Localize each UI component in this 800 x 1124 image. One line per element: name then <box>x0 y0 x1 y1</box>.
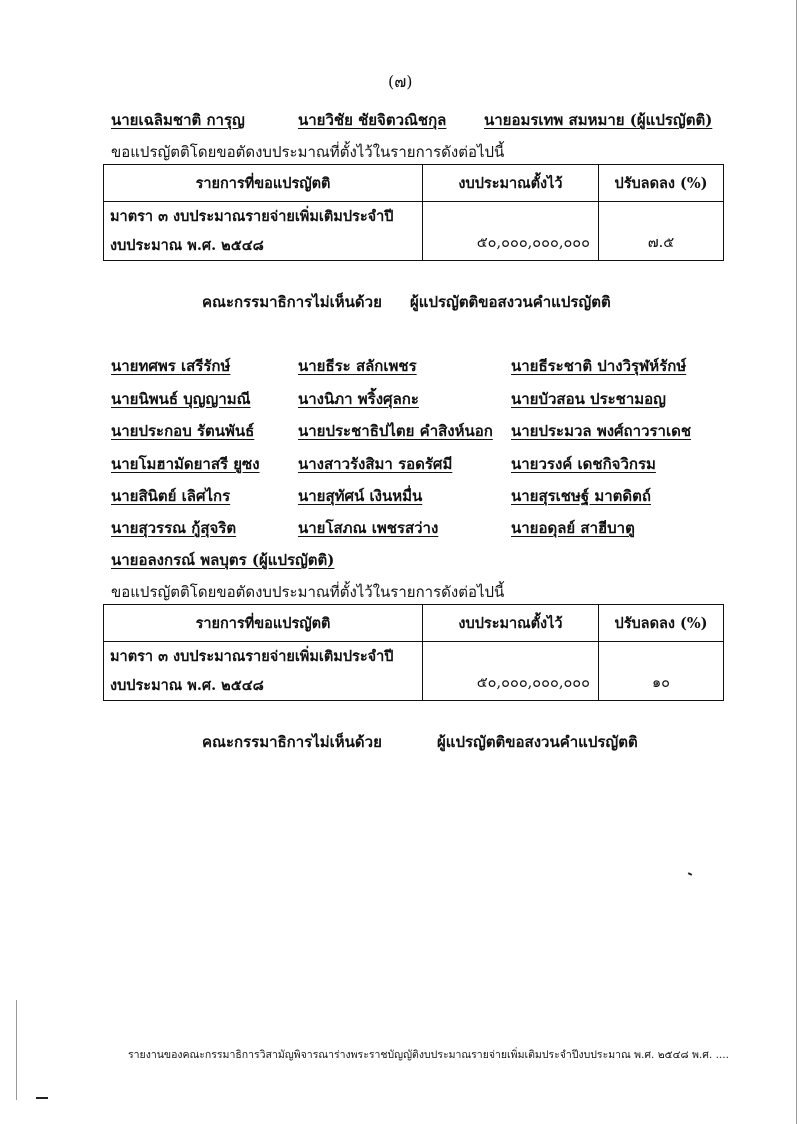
amendment-intro: ขอแปรญัตติโดยขอตัดงบประมาณที่ตั้งไว้ในรายการดังต่อไปนี้ <box>111 583 505 601</box>
margin-mark <box>36 1097 48 1099</box>
header-item: รายการที่ขอแปรญัตติ <box>104 165 423 202</box>
signatory-name: นายสินิตย์ เลิศไกร <box>111 487 231 505</box>
signatory-name: นายอดุลย์ สาฮีบาตู <box>511 519 635 537</box>
budget-amount: ๕๐,๐๐๐,๐๐๐,๐๐๐ <box>423 202 599 261</box>
amendment-table <box>103 164 724 261</box>
amender-reservation: ผู้แปรญัตติขอสงวนคำแปรญัตติ <box>437 733 638 751</box>
signatory-name: นายโสภณ เพชรสว่าง <box>298 519 439 537</box>
table-row <box>104 642 724 701</box>
scan-speck <box>688 872 692 876</box>
table-header-row <box>104 605 724 642</box>
header-budget: งบประมาณตั้งไว้ <box>423 605 599 642</box>
signatory-name: นายธีระชาติ ปางวิรุฬห์รักษ์ <box>511 357 687 375</box>
signatory-name: นายบัวสอน ประชามอญ <box>511 390 666 408</box>
signatory-name: นายประกอบ รัตนพันธ์ <box>111 422 255 440</box>
item-cell <box>104 642 423 701</box>
signatory-name: นายวรงค์ เดชกิจวิกรม <box>511 455 656 473</box>
signatory-name: นายสุวรรณ กู้สุจริต <box>111 519 237 537</box>
amender-reservation: ผู้แปรญัตติขอสงวนคำแปรญัตติ <box>410 293 611 311</box>
signatory-name: นายโมฮามัดยาสรี ยูซง <box>111 455 260 473</box>
signatory-name: นายนิพนธ์ บุญญามณี <box>111 390 251 408</box>
signatory-name: นายเฉลิมชาติ การุญ <box>111 111 245 129</box>
header-reduction: ปรับลดลง (%) <box>599 605 724 642</box>
margin-line <box>16 1000 17 1100</box>
reduction-percent: ๗.๕ <box>599 202 724 261</box>
signatory-name: นายทศพร เสรีรักษ์ <box>111 357 231 375</box>
committee-verdict: คณะกรรมาธิการไม่เห็นด้วย <box>202 293 382 311</box>
page-edge-line <box>796 0 797 1124</box>
header-budget: งบประมาณตั้งไว้ <box>423 165 599 202</box>
item-line: งบประมาณ พ.ศ. ๒๕๔๘ <box>110 677 264 694</box>
signatory-name: นายสุทัศน์ เงินหมื่น <box>298 487 423 505</box>
signatory-name: นายวิชัย ชัยจิตวณิชกุล <box>298 111 447 129</box>
amendment-table <box>103 604 724 701</box>
signatory-name: นางนิภา พริ้งศุลกะ <box>298 390 419 408</box>
signatory-name: นายอลงกรณ์ พลบุตร (ผู้แปรญัตติ) <box>111 551 335 569</box>
item-cell <box>104 202 423 261</box>
signatory-name: นายอมรเทพ สมหมาย (ผู้แปรญัตติ) <box>484 111 713 129</box>
table-header-row <box>104 165 724 202</box>
signatory-name: นายประมวล พงศ์ถาวราเดช <box>511 422 692 440</box>
committee-verdict: คณะกรรมาธิการไม่เห็นด้วย <box>202 733 382 751</box>
signatory-name: นายประชาธิปไตย คำสิงห์นอก <box>298 422 493 440</box>
table-row <box>104 202 724 261</box>
header-reduction: ปรับลดลง (%) <box>599 165 724 202</box>
signatory-name: นางสาวรังสิมา รอดรัศมี <box>298 455 453 473</box>
header-item: รายการที่ขอแปรญัตติ <box>104 605 423 642</box>
signatory-name: นายสุรเชษฐ์ มาตดิตถ์ <box>511 487 651 505</box>
page-number: (๗) <box>388 72 413 91</box>
budget-amount: ๕๐,๐๐๐,๐๐๐,๐๐๐ <box>423 642 599 701</box>
page-footer: รายงานของคณะกรรมาธิการวิสามัญพิจารณาร่างพระราชบัญญัติงบประมาณรายจ่ายเพิ่มเติมประจำปีงบประมาณ พ.ศ. ๒๕๔๘ พ.ศ. .... <box>128 1049 729 1061</box>
item-line: มาตรา ๓ งบประมาณรายจ่ายเพิ่มเติมประจำปี <box>110 208 394 225</box>
signatory-name: นายธีระ สลักเพชร <box>298 357 417 375</box>
amendment-intro: ขอแปรญัตติโดยขอตัดงบประมาณที่ตั้งไว้ในรายการดังต่อไปนี้ <box>111 143 505 161</box>
reduction-percent: ๑๐ <box>599 642 724 701</box>
item-line: งบประมาณ พ.ศ. ๒๕๔๘ <box>110 237 264 254</box>
item-line: มาตรา ๓ งบประมาณรายจ่ายเพิ่มเติมประจำปี <box>110 648 394 665</box>
